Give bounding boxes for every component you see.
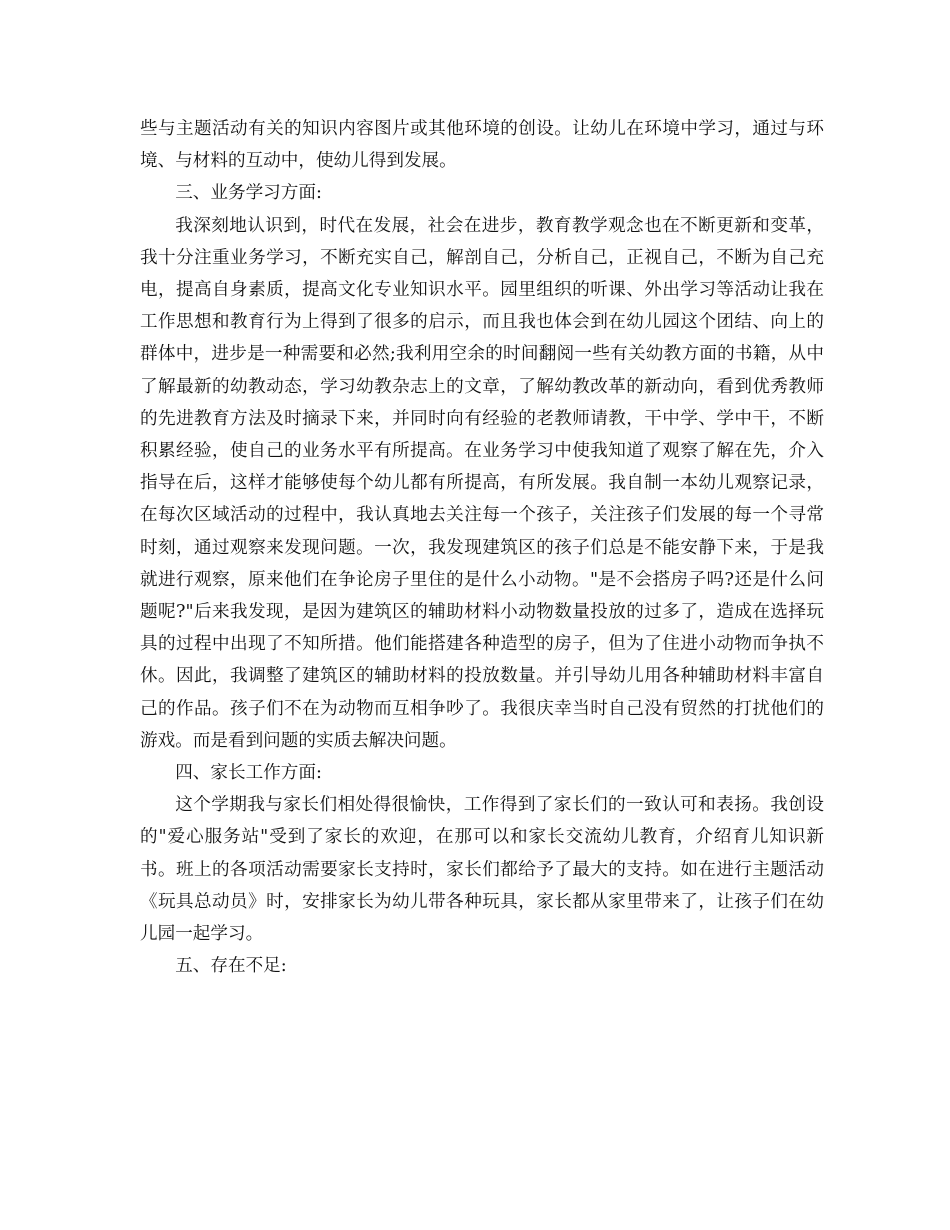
paragraph-professional-study: 我深刻地认识到，时代在发展，社会在进步，教育教学观念也在不断更新和变革，我十分注重业务学习，不断充实自己，解剖自己，分析自己，正视自己，不断为自己充电，提高自身素质，提高文化专业知识水平。园里组织的听课、外出学习等活动让我在工作思想和教育行为上得到了很多的启示，而且我也体会到在幼儿园这个团结、向上的群体中，进步是一种需要和必然;我利用空余的时间翻阅一些有关幼教方面的书籍，从中了解最新的幼教动态，学习幼教杂志上的文章，了解幼教改革的新动向，看到优秀教师的先进教育方法及时摘录下来，并同时向有经验的老教师请教，干中学、学中干，不断积累经验，使自己的业务水平有所提高。在业务学习中使我知道了观察了解在先，介入指导在后，这样才能够使每个幼儿都有所提高，有所发展。我自制一本幼儿观察记录，在每次区域活动的过程中，我认真地去关注每一个孩子，关注孩子们发展的每一个寻常时刻，通过观察来发现问题。一次，我发现建筑区的孩子们总是不能安静下来，于是我就进行观察，原来他们在争论房子里住的是什么小动物。"是不会搭房子吗?还是什么问题呢?"后来我发现，是因为建筑区的辅助材料小动物数量投放的过多了，造成在选择玩具的过程中出现了不知所措。他们能搭建各种造型的房子，但为了住进小动物而争执不休。因此，我调整了建筑区的辅助材料的投放数量。并引导幼儿用各种辅助材料丰富自己的作品。孩子们不在为动物而互相争吵了。我很庆幸当时自己没有贸然的打扰他们的游戏。而是看到问题的实质去解决问题。	[140, 215, 824, 751]
section-heading-shortcomings: 五、存在不足:	[175, 956, 287, 977]
document-body	[140, 113, 824, 982]
section-heading-parent-work: 四、家长工作方面:	[175, 763, 322, 784]
paragraph-parent-work: 这个学期我与家长们相处得很愉快，工作得到了家长们的一致认可和表扬。我创设的"爱心服务站"受到了家长的欢迎，在那可以和家长交流幼儿教育，介绍育儿知识新书。班上的各项活动需要家长支持时，家长们都给予了最大的支持。如在进行主题活动《玩具总动员》时，安排家长为幼儿带各种玩具，家长都从家里带来了，让孩子们在幼儿园一起学习。	[140, 795, 824, 945]
paragraph-environment-continuation: 些与主题活动有关的知识内容图片或其他环境的创设。让幼儿在环境中学习，通过与环境、与材料的互动中，使幼儿得到发展。	[140, 119, 824, 172]
section-heading-professional-study: 三、业务学习方面:	[175, 183, 322, 204]
